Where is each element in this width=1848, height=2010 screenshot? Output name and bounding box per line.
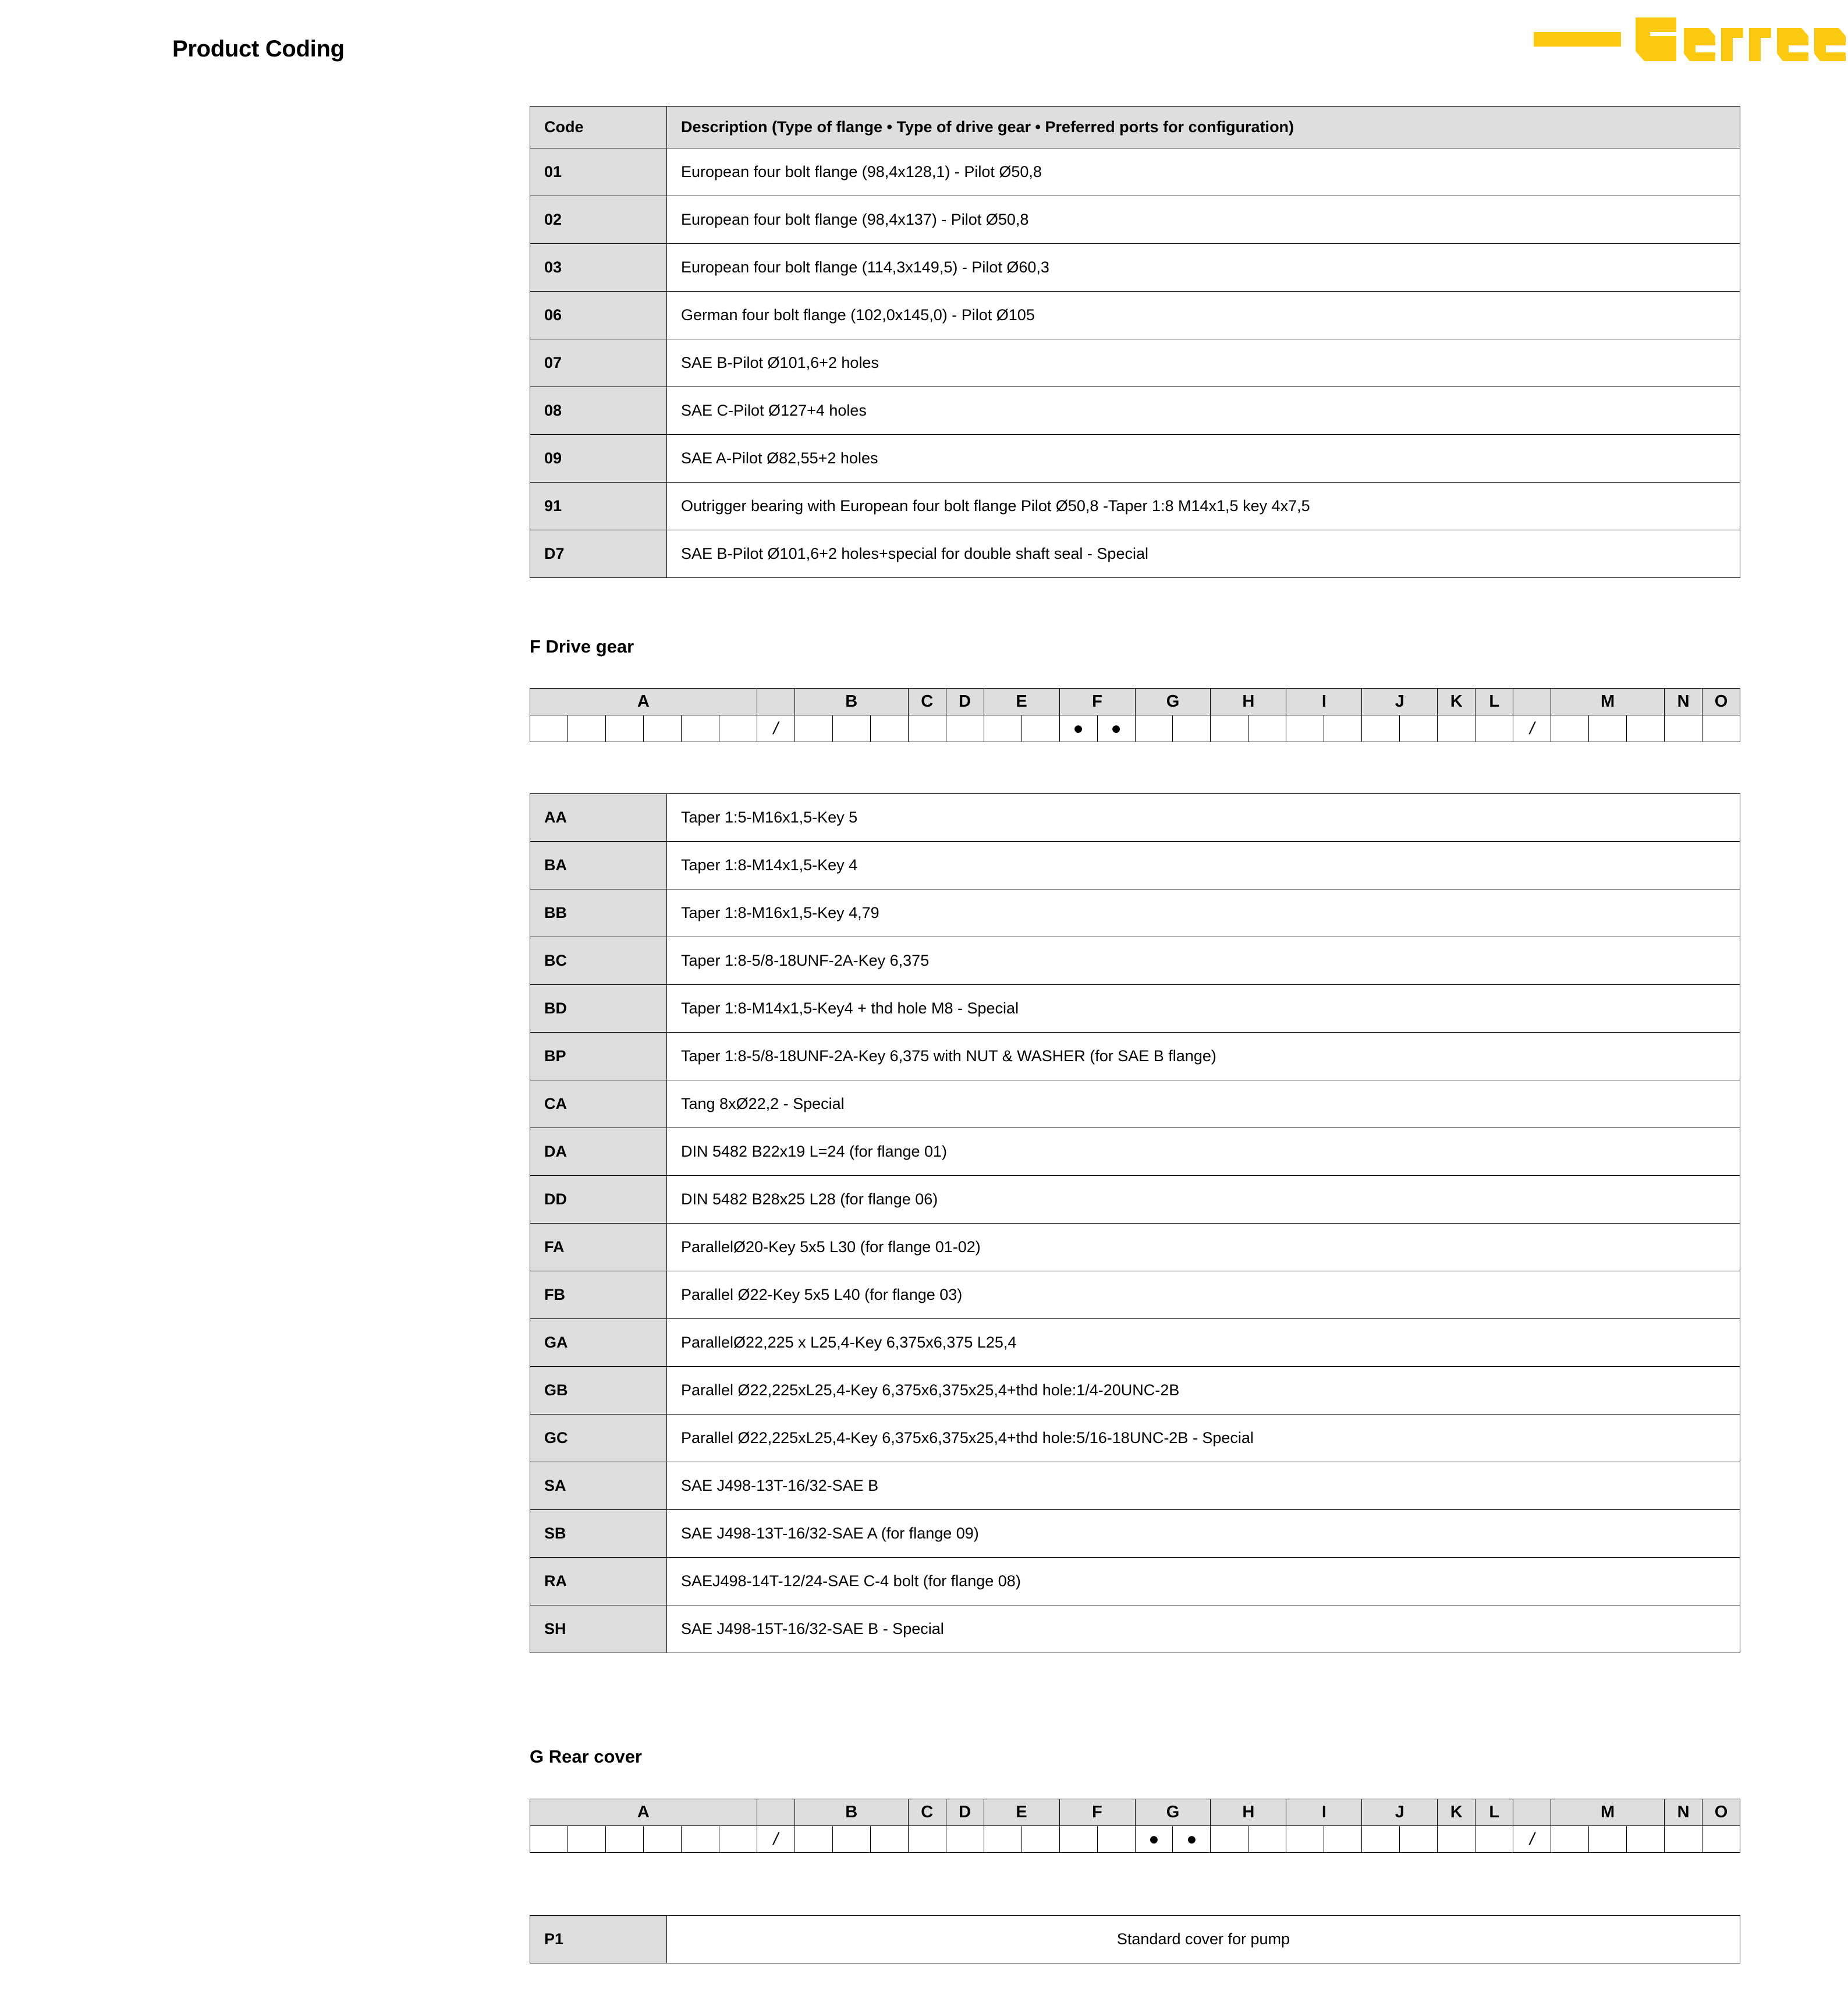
table-row [530, 1605, 1740, 1653]
rear-cover-group-k: K [1438, 1799, 1475, 1826]
rear-cover-slot-empty[interactable] [605, 1826, 643, 1853]
description-cell: DIN 5482 B28x25 L28 (for flange 06) [667, 1176, 1740, 1224]
table-row [530, 530, 1740, 578]
drive-gear-group-l: L [1475, 689, 1513, 715]
drive-gear-slot-empty[interactable] [1551, 715, 1589, 742]
rear-cover-group-j: J [1362, 1799, 1438, 1826]
drive-gear-slot-empty[interactable] [605, 715, 643, 742]
drive-gear-slot-empty[interactable] [1627, 715, 1665, 742]
code-cell: BD [530, 985, 667, 1033]
rear-cover-slot-empty[interactable] [681, 1826, 719, 1853]
drive-gear-group-g: G [1135, 689, 1211, 715]
rear-cover-group-h: H [1211, 1799, 1286, 1826]
drive-gear-slot-empty[interactable] [1400, 715, 1438, 742]
description-cell: Outrigger bearing with European four bolt flange Pilot Ø50,8 -Taper 1:8 M14x1,5 key 4x7,5 [667, 483, 1740, 530]
description-cell: SAEJ498-14T-12/24-SAE C-4 bolt (for flange 08) [667, 1558, 1740, 1605]
code-cell: DD [530, 1176, 667, 1224]
rear-cover-slot-empty[interactable] [870, 1826, 908, 1853]
description-cell: German four bolt flange (102,0x145,0) - Pilot Ø105 [667, 292, 1740, 339]
table-row [530, 148, 1740, 196]
grid-group-header-row [530, 1799, 1740, 1826]
description-cell: Parallel Ø22-Key 5x5 L40 (for flange 03) [667, 1271, 1740, 1319]
rear-cover-slot-empty[interactable] [1475, 1826, 1513, 1853]
table-row [530, 1319, 1740, 1367]
rear-cover-slot-empty[interactable] [984, 1826, 1021, 1853]
rear-cover-group-e: E [984, 1799, 1059, 1826]
drive-gear-slot-empty[interactable] [643, 715, 681, 742]
code-cell: D7 [530, 530, 667, 578]
grid-slot-row [530, 715, 1740, 742]
description-cell: SAE B-Pilot Ø101,6+2 holes [667, 339, 1740, 387]
rear-cover-slot-empty[interactable] [1286, 1826, 1324, 1853]
drive-gear-slot-empty[interactable] [1702, 715, 1740, 742]
flange-code-table [530, 106, 1740, 578]
code-cell: 91 [530, 483, 667, 530]
drive-gear-slot-separator[interactable]: / [1513, 715, 1551, 742]
rear-cover-slot-empty[interactable] [1627, 1826, 1665, 1853]
rear-cover-group-d: D [946, 1799, 984, 1826]
code-cell: FB [530, 1271, 667, 1319]
rear-cover-heading: G Rear cover [530, 1746, 642, 1767]
code-cell: BB [530, 889, 667, 937]
code-cell: SH [530, 1605, 667, 1653]
description-cell: SAE B-Pilot Ø101,6+2 holes+special for double shaft seal - Special [667, 530, 1740, 578]
description-cell: Taper 1:8-5/8-18UNF-2A-Key 6,375 [667, 937, 1740, 985]
drive-gear-slot-empty[interactable] [1248, 715, 1286, 742]
column-header-description: Description (Type of flange • Type of drive gear • Preferred ports for configuration) [667, 107, 1740, 148]
code-cell: 07 [530, 339, 667, 387]
description-cell: SAE A-Pilot Ø82,55+2 holes [667, 435, 1740, 483]
rear-cover-slot-empty[interactable] [1589, 1826, 1627, 1853]
rear-cover-group-g: G [1135, 1799, 1211, 1826]
code-cell: GB [530, 1367, 667, 1415]
code-cell: GC [530, 1415, 667, 1462]
drive-gear-heading: F Drive gear [530, 636, 634, 657]
rear-cover-slot-separator[interactable]: / [757, 1826, 794, 1853]
page-header [0, 0, 1848, 76]
drive-gear-group-f: F [1059, 689, 1135, 715]
rear-cover-slot-empty[interactable] [530, 1826, 568, 1853]
code-cell: FA [530, 1224, 667, 1271]
drive-gear-slot-empty[interactable] [1665, 715, 1702, 742]
drive-gear-slot-empty[interactable] [719, 715, 757, 742]
rear-cover-slot-empty[interactable] [1362, 1826, 1400, 1853]
code-cell: BP [530, 1033, 667, 1080]
description-cell: Taper 1:8-5/8-18UNF-2A-Key 6,375 with NUT & WASHER (for SAE B flange) [667, 1033, 1740, 1080]
drive-gear-slot-empty[interactable] [946, 715, 984, 742]
table-row [530, 1033, 1740, 1080]
table-row [530, 1510, 1740, 1558]
table-row [530, 1415, 1740, 1462]
table-row [530, 1367, 1740, 1415]
rear-cover-slot-empty[interactable] [1551, 1826, 1589, 1853]
description-cell: Parallel Ø22,225xL25,4-Key 6,375x6,375x25,4+thd hole:5/16-18UNC-2B - Special [667, 1415, 1740, 1462]
description-cell: DIN 5482 B22x19 L=24 (for flange 01) [667, 1128, 1740, 1176]
description-cell: Parallel Ø22,225xL25,4-Key 6,375x6,375x25,4+thd hole:1/4-20UNC-2B [667, 1367, 1740, 1415]
drive-gear-group-c: C [908, 689, 946, 715]
code-cell: GA [530, 1319, 667, 1367]
code-cell: 06 [530, 292, 667, 339]
rear-cover-slot-marked[interactable]: ● [1173, 1826, 1211, 1853]
page-title: Product Coding [172, 36, 345, 62]
drive-gear-group-n: N [1665, 689, 1702, 715]
drive-gear-code-grid [530, 688, 1740, 742]
rear-cover-slot-marked[interactable]: ● [1135, 1826, 1173, 1853]
rear-cover-slot-empty[interactable] [1400, 1826, 1438, 1853]
rear-cover-group-a: A [530, 1799, 757, 1826]
rear-cover-slot-empty[interactable] [567, 1826, 605, 1853]
rear-cover-group-i: I [1286, 1799, 1362, 1826]
code-cell: AA [530, 794, 667, 842]
table-row [530, 435, 1740, 483]
description-cell: Taper 1:5-M16x1,5-Key 5 [667, 794, 1740, 842]
drive-gear-slot-empty[interactable] [530, 715, 568, 742]
description-cell: Standard cover for pump [667, 1916, 1740, 1963]
table-row [530, 483, 1740, 530]
table-row [530, 1224, 1740, 1271]
drive-gear-slot-empty[interactable] [1438, 715, 1475, 742]
table-row [530, 387, 1740, 435]
table-row [530, 1128, 1740, 1176]
drive-gear-slot-empty[interactable] [1021, 715, 1059, 742]
table-row [530, 244, 1740, 292]
description-cell: Taper 1:8-M16x1,5-Key 4,79 [667, 889, 1740, 937]
table-row [530, 292, 1740, 339]
drive-gear-slot-empty[interactable] [1589, 715, 1627, 742]
drive-gear-group-h: H [1211, 689, 1286, 715]
rear-cover-code-grid [530, 1799, 1740, 1853]
table-row [530, 196, 1740, 244]
drive-gear-group-j: J [1362, 689, 1438, 715]
code-cell: 08 [530, 387, 667, 435]
drive-gear-slot-empty[interactable] [1362, 715, 1400, 742]
rear-cover-slot-empty[interactable] [643, 1826, 681, 1853]
drive-gear-slot-empty[interactable] [794, 715, 832, 742]
rear-cover-slot-empty[interactable] [946, 1826, 984, 1853]
table-row [530, 889, 1740, 937]
grid-group-header-row [530, 689, 1740, 715]
description-cell: ParallelØ22,225 x L25,4-Key 6,375x6,375 L25,4 [667, 1319, 1740, 1367]
drive-gear-slot-empty[interactable] [567, 715, 605, 742]
code-cell: CA [530, 1080, 667, 1128]
rear-cover-slot-empty[interactable] [1021, 1826, 1059, 1853]
code-cell: RA [530, 1558, 667, 1605]
table-row [530, 1271, 1740, 1319]
description-cell: SAE C-Pilot Ø127+4 holes [667, 387, 1740, 435]
rear-cover-group-m: M [1551, 1799, 1665, 1826]
drive-gear-slot-empty[interactable] [1324, 715, 1362, 742]
table-row [530, 1080, 1740, 1128]
rear-cover-slot-empty[interactable] [1665, 1826, 1702, 1853]
description-cell: SAE J498-13T-16/32-SAE B [667, 1462, 1740, 1510]
drive-gear-slot-empty[interactable] [832, 715, 870, 742]
drive-gear-group-o: O [1702, 689, 1740, 715]
code-cell: SA [530, 1462, 667, 1510]
code-cell: P1 [530, 1916, 667, 1963]
rear-cover-group-c: C [908, 1799, 946, 1826]
description-cell: Taper 1:8-M14x1,5-Key 4 [667, 842, 1740, 889]
code-cell: BC [530, 937, 667, 985]
table-row [530, 339, 1740, 387]
code-cell: 02 [530, 196, 667, 244]
rear-cover-slot-empty[interactable] [908, 1826, 946, 1853]
rear-cover-code-table [530, 1915, 1740, 1963]
description-cell: European four bolt flange (98,4x128,1) - Pilot Ø50,8 [667, 148, 1740, 196]
drive-gear-slot-empty[interactable] [908, 715, 946, 742]
rear-cover-group-separator [1513, 1799, 1551, 1826]
rear-cover-slot-empty[interactable] [1702, 1826, 1740, 1853]
gerreen-logo [1534, 6, 1848, 67]
rear-cover-slot-empty[interactable] [832, 1826, 870, 1853]
drive-gear-group-e: E [984, 689, 1059, 715]
drive-gear-group-b: B [794, 689, 908, 715]
drive-gear-group-k: K [1438, 689, 1475, 715]
code-cell: SB [530, 1510, 667, 1558]
table-row [530, 842, 1740, 889]
rear-cover-group-o: O [1702, 1799, 1740, 1826]
drive-gear-slot-empty[interactable] [870, 715, 908, 742]
drive-gear-slot-marked[interactable]: ● [1059, 715, 1097, 742]
rear-cover-slot-separator[interactable]: / [1513, 1826, 1551, 1853]
drive-gear-slot-empty[interactable] [681, 715, 719, 742]
description-cell: SAE J498-13T-16/32-SAE A (for flange 09) [667, 1510, 1740, 1558]
rear-cover-group-b: B [794, 1799, 908, 1826]
rear-cover-slot-empty[interactable] [794, 1826, 832, 1853]
rear-cover-group-n: N [1665, 1799, 1702, 1826]
description-cell: European four bolt flange (114,3x149,5) - Pilot Ø60,3 [667, 244, 1740, 292]
drive-gear-slot-empty[interactable] [1135, 715, 1173, 742]
table-row [530, 1916, 1740, 1963]
table-header-row [530, 107, 1740, 148]
drive-gear-slot-separator[interactable]: / [757, 715, 794, 742]
rear-cover-group-separator [757, 1799, 794, 1826]
table-row [530, 937, 1740, 985]
table-row [530, 794, 1740, 842]
drive-gear-group-a: A [530, 689, 757, 715]
code-cell: DA [530, 1128, 667, 1176]
drive-gear-group-i: I [1286, 689, 1362, 715]
table-row [530, 1558, 1740, 1605]
drive-gear-slot-empty[interactable] [1211, 715, 1248, 742]
code-cell: 03 [530, 244, 667, 292]
table-row [530, 985, 1740, 1033]
rear-cover-slot-empty[interactable] [1097, 1826, 1135, 1853]
drive-gear-slot-empty[interactable] [1173, 715, 1211, 742]
rear-cover-slot-empty[interactable] [1438, 1826, 1475, 1853]
code-cell: BA [530, 842, 667, 889]
table-row [530, 1462, 1740, 1510]
drive-gear-slot-empty[interactable] [1286, 715, 1324, 742]
description-cell: ParallelØ20-Key 5x5 L30 (for flange 01-02) [667, 1224, 1740, 1271]
rear-cover-slot-empty[interactable] [719, 1826, 757, 1853]
grid-slot-row [530, 1826, 1740, 1853]
rear-cover-slot-empty[interactable] [1059, 1826, 1097, 1853]
rear-cover-slot-empty[interactable] [1211, 1826, 1248, 1853]
drive-gear-slot-marked[interactable]: ● [1097, 715, 1135, 742]
column-header-code: Code [530, 107, 667, 148]
drive-gear-group-separator [1513, 689, 1551, 715]
code-cell: 01 [530, 148, 667, 196]
drive-gear-slot-empty[interactable] [984, 715, 1021, 742]
rear-cover-group-l: L [1475, 1799, 1513, 1826]
drive-gear-slot-empty[interactable] [1475, 715, 1513, 742]
description-cell: SAE J498-15T-16/32-SAE B - Special [667, 1605, 1740, 1653]
rear-cover-slot-empty[interactable] [1324, 1826, 1362, 1853]
code-cell: 09 [530, 435, 667, 483]
rear-cover-slot-empty[interactable] [1248, 1826, 1286, 1853]
drive-gear-code-table [530, 793, 1740, 1653]
drive-gear-group-separator [757, 689, 794, 715]
rear-cover-group-f: F [1059, 1799, 1135, 1826]
drive-gear-group-m: M [1551, 689, 1665, 715]
description-cell: Tang 8xØ22,2 - Special [667, 1080, 1740, 1128]
table-row [530, 1176, 1740, 1224]
drive-gear-group-d: D [946, 689, 984, 715]
description-cell: Taper 1:8-M14x1,5-Key4 + thd hole M8 - Special [667, 985, 1740, 1033]
description-cell: European four bolt flange (98,4x137) - Pilot Ø50,8 [667, 196, 1740, 244]
